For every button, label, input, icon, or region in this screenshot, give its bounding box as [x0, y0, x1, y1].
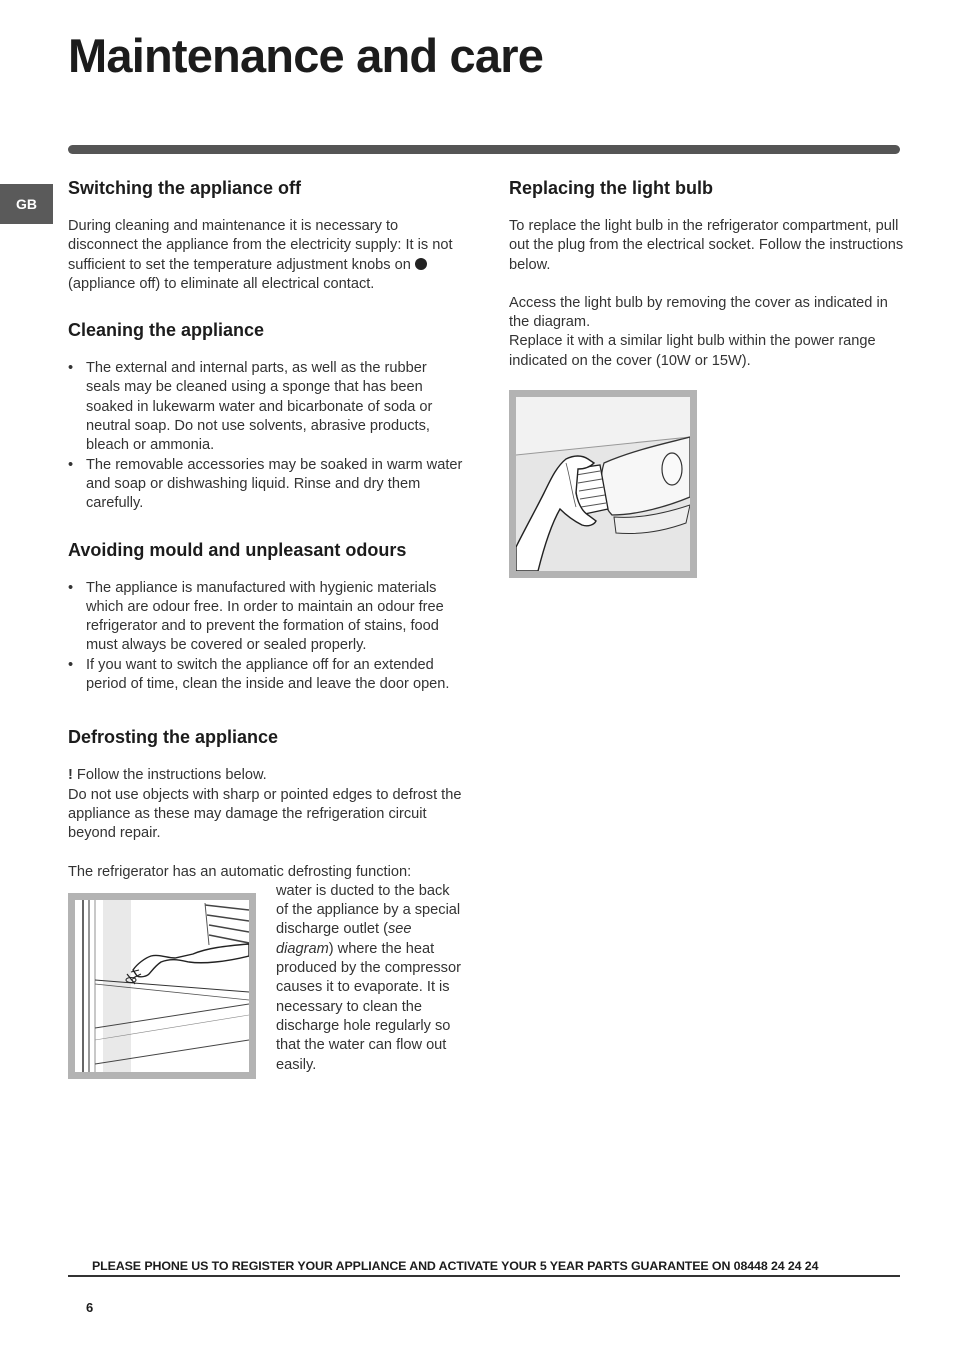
right-column — [509, 178, 904, 604]
appliance-off-symbol-icon — [415, 258, 427, 270]
language-tab: GB — [0, 184, 53, 224]
defrost-auto-text-a: water is ducted to the back of the appliance by a special discharge outlet ( — [276, 882, 461, 938]
see-diagram-ref: see diagram — [276, 921, 412, 957]
light-bulb-diagram-illustration — [516, 397, 690, 571]
light-bulb-para2b: Replace it with a similar light bulb within the power range indicated on the cover (10W or 15W). — [509, 333, 876, 369]
list-item: • The external and internal parts, as well as the rubber seals may be cleaned using a sponge that has been soaked in lukewarm water and bicarbonate of soda or neutral soap. Do not use solvents, abrasive products, bleach or ammonia. — [68, 359, 463, 455]
defrost-auto-text — [276, 882, 463, 1075]
header-rule — [68, 145, 900, 154]
warning-text: Follow the instructions below. — [72, 767, 267, 784]
section-mould — [68, 540, 463, 695]
footer-rule — [68, 1275, 900, 1277]
defrosting-heading: Defrosting the appliance — [68, 727, 279, 748]
left-column — [68, 178, 463, 1101]
section-switching-off — [68, 178, 463, 294]
switching-off-text-a: During cleaning and maintenance it is necessary to disconnect the appliance from the electricity supply: It is not sufficient to set the temperature adjustment knobs on — [68, 218, 453, 273]
page-number: 6 — [86, 1300, 94, 1315]
switching-off-text — [68, 217, 463, 294]
light-bulb-para2a: Access the light bulb by removing the cover as indicated in the diagram. — [509, 294, 888, 331]
cleaning-heading: Cleaning the appliance — [68, 320, 265, 341]
defrost-auto-block — [68, 863, 463, 1075]
light-bulb-heading: Replacing the light bulb — [509, 178, 713, 198]
defrosting-warning — [68, 766, 463, 785]
defrost-auto-text-b: ) where the heat produced by the compressor causes it to evaporate. It is necessary to clean the discharge hole regularly so that the water can flow out easily. — [276, 940, 461, 1073]
cleaning-list — [68, 359, 463, 513]
page-title: Maintenance and care — [68, 29, 544, 82]
mould-list — [68, 579, 463, 695]
switching-off-heading: Switching the appliance off — [68, 178, 302, 198]
defrost-diagram-illustration — [75, 900, 249, 1072]
warning-mark: ! — [68, 767, 73, 784]
list-item: • The removable accessories may be soaked in warm water and soap or dishwashing liquid. Rinse and dry them carefully. — [68, 456, 463, 514]
mould-heading: Avoiding mould and unpleasant odours — [68, 539, 407, 560]
defrost-auto-lead: The refrigerator has an automatic defrosting function: — [68, 863, 412, 880]
section-defrosting — [68, 727, 463, 1074]
section-light-bulb — [509, 178, 904, 578]
light-bulb-diagram — [509, 390, 697, 578]
defrost-diagram — [68, 893, 256, 1079]
list-item: • If you want to switch the appliance off for an extended period of time, clean the inside and leave the door open. — [68, 656, 463, 695]
defrosting-warning-detail: Do not use objects with sharp or pointed edges to defrost the appliance as these may damage the refrigeration circuit beyond repair. — [68, 786, 462, 842]
footer-note: PLEASE PHONE US TO REGISTER YOUR APPLIANCE AND ACTIVATE YOUR 5 YEAR PARTS GUARANTEE ON 08448 24 24 24 — [92, 1259, 819, 1273]
switching-off-text-b: (appliance off) to eliminate all electrical contact. — [68, 275, 375, 292]
light-bulb-para1: To replace the light bulb in the refrigerator compartment, pull out the plug from the electrical socket. Follow the instructions below. — [509, 218, 904, 273]
section-cleaning — [68, 320, 463, 513]
list-item: • The appliance is manufactured with hygienic materials which are odour free. In order to maintain an odour free refrigerator and to prevent the formation of stains, food must always be covered or sealed properly. — [68, 579, 463, 656]
